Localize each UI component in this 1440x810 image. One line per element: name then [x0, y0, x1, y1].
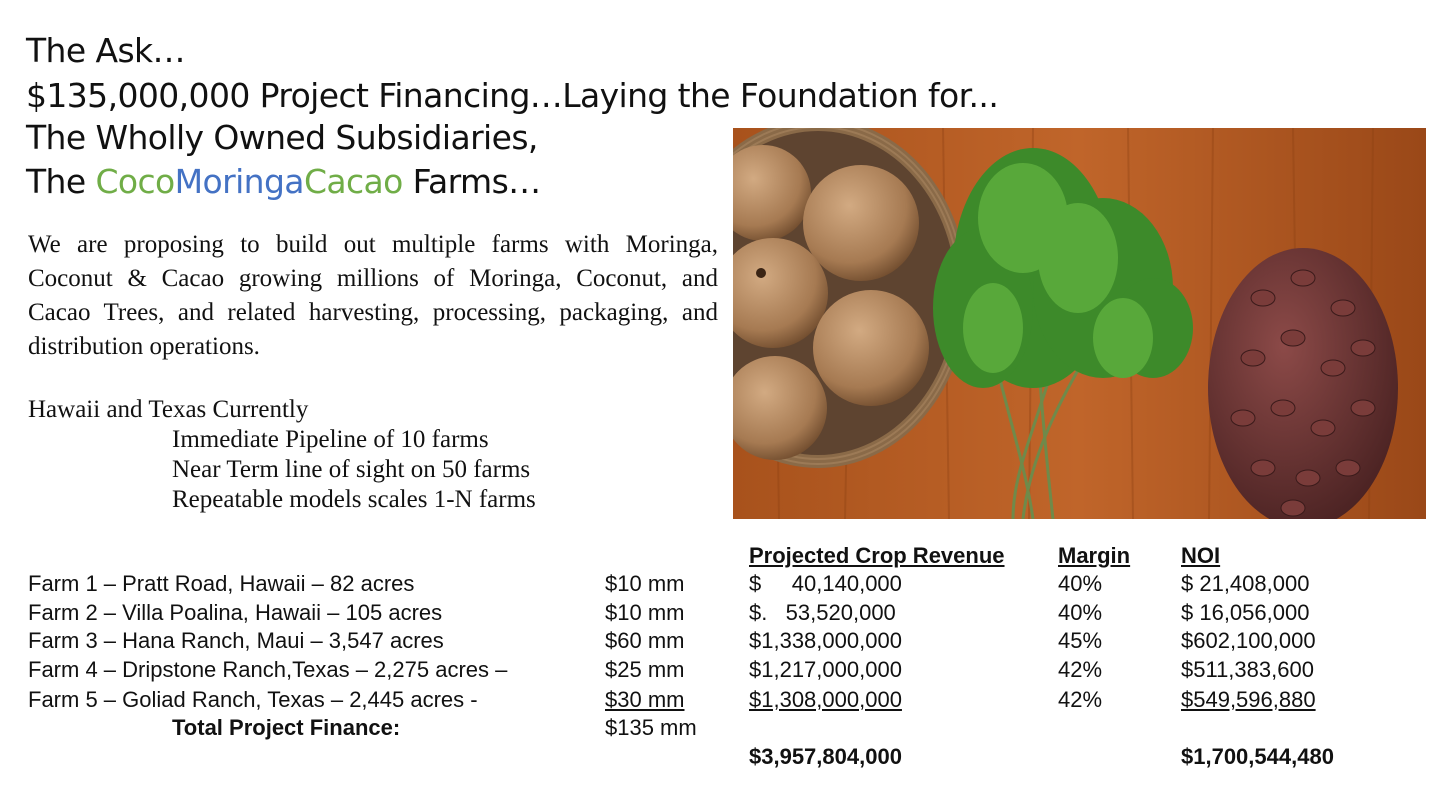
farm-noi: $511,383,600: [1181, 657, 1314, 682]
farm-margin: 42%: [1058, 657, 1103, 682]
farm-finance: $25 mm: [605, 657, 685, 682]
header-noi: NOI: [1181, 543, 1221, 568]
intro-paragraph: We are proposing to build out multiple farms with Moringa, Coconut & Cacao growing millions of Moringa, Coconut, and Cacao Trees, and related harvesting, processing, packaging, and distribution operations.: [28, 231, 718, 360]
farm-finance: $10 mm: [605, 600, 685, 625]
total-label: Total Project Finance:: [172, 715, 401, 740]
produce-photo: [733, 128, 1426, 519]
locations-repeatable: Repeatable models scales 1-N farms: [172, 486, 536, 513]
farm-margin: 42%: [1058, 687, 1103, 712]
title-prefix: The: [26, 162, 96, 201]
farm-revenue: $1,338,000,000: [749, 628, 902, 653]
farm-name: Farm 3 – Hana Ranch, Maui – 3,547 acres: [28, 628, 444, 653]
title-line-3: The Wholly Owned Subsidiaries,: [26, 118, 538, 157]
farm-noi: $ 21,408,000: [1181, 571, 1310, 596]
farm-margin: 40%: [1058, 571, 1103, 596]
total-finance: $135 mm: [605, 715, 697, 740]
locations-pipeline: Immediate Pipeline of 10 farms: [172, 426, 489, 453]
farm-margin: 45%: [1058, 628, 1103, 653]
farm-name: Farm 1 – Pratt Road, Hawaii – 82 acres: [28, 571, 415, 596]
farm-revenue: $ 40,140,000: [749, 571, 902, 596]
farm-name: Farm 2 – Villa Poalina, Hawaii – 105 acres: [28, 600, 443, 625]
header-margin: Margin: [1058, 543, 1131, 568]
locations-current: Hawaii and Texas Currently: [28, 396, 309, 423]
locations-near-term: Near Term line of sight on 50 farms: [172, 456, 531, 483]
brand-cacao: Cacao: [303, 162, 403, 201]
title-line-4: [26, 161, 541, 203]
farm-finance: $10 mm: [605, 571, 685, 596]
farm-noi: $ 16,056,000: [1181, 600, 1310, 625]
brand-coco: Coco: [95, 162, 175, 201]
farm-revenue: $1,217,000,000: [749, 657, 902, 682]
farm-revenue: $. 53,520,000: [749, 600, 896, 625]
brand-moringa: Moringa: [174, 162, 304, 201]
farm-name: Farm 5 – Goliad Ranch, Texas – 2,445 acres -: [28, 687, 478, 712]
header-revenue: Projected Crop Revenue: [749, 543, 1005, 568]
farm-finance: $30 mm: [605, 687, 685, 712]
farm-finance: $60 mm: [605, 628, 685, 653]
farm-name: Farm 4 – Dripstone Ranch,Texas – 2,275 acres –: [28, 657, 508, 682]
total-noi: $1,700,544,480: [1181, 744, 1334, 769]
total-revenue: $3,957,804,000: [749, 744, 902, 769]
title-suffix: Farms…: [402, 162, 541, 201]
title-line-2: $135,000,000 Project Financing…Laying the Foundation for...: [26, 76, 999, 115]
farm-noi: $602,100,000: [1181, 628, 1316, 653]
farm-noi: $549,596,880: [1181, 687, 1316, 712]
title-line-1: The Ask…: [26, 31, 185, 70]
farm-margin: 40%: [1058, 600, 1103, 625]
farm-revenue: $1,308,000,000: [749, 687, 902, 712]
